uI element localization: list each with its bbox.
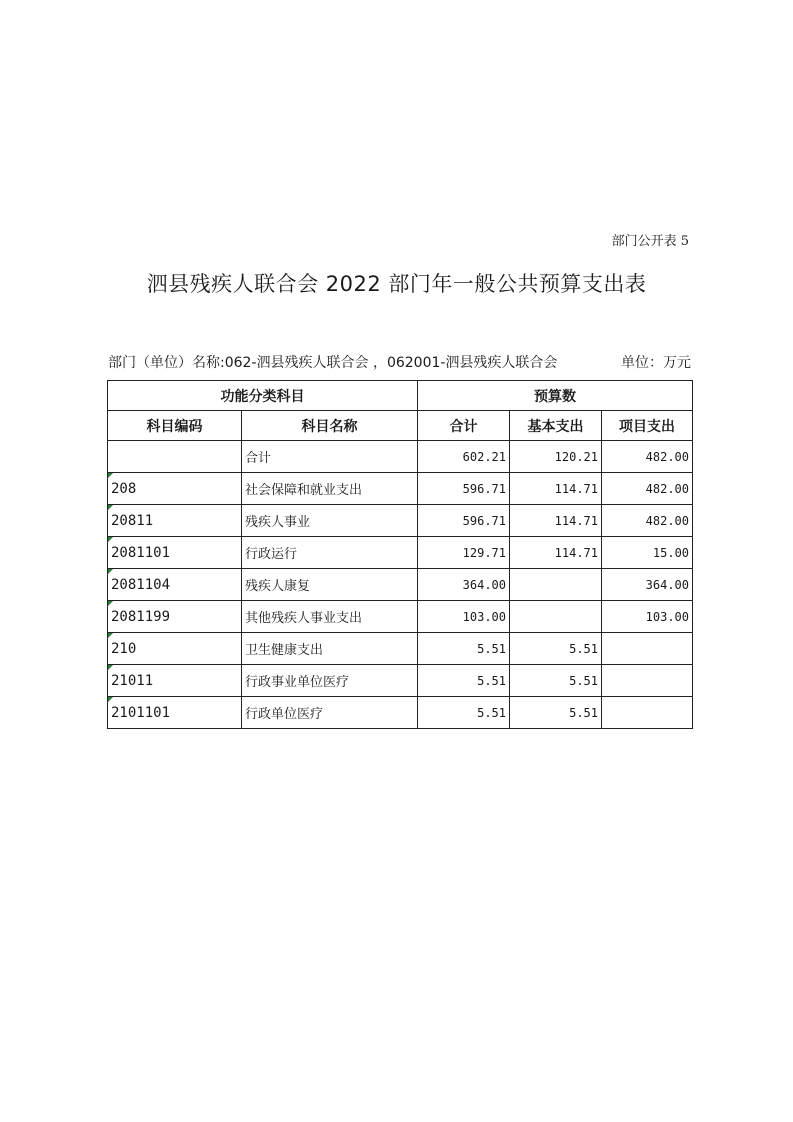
budget-table: [107, 380, 693, 729]
cell-total: 5.51: [418, 633, 510, 665]
cell-code: [108, 569, 242, 601]
cell-code: [108, 665, 242, 697]
cell-name: 行政运行: [242, 537, 418, 569]
column-header-basic: 基本支出: [510, 411, 602, 441]
code-text: 20811: [111, 512, 154, 529]
cell-basic: 5.51: [510, 633, 602, 665]
page-title: 泗县残疾人联合会 2022 部门年一般公共预算支出表: [146, 272, 647, 296]
cell-marker: [108, 473, 113, 478]
cell-name: 残疾人康复: [242, 569, 418, 601]
cell-basic: [510, 601, 602, 633]
cell-project: [602, 697, 693, 729]
cell-marker: [108, 601, 113, 606]
cell-name: 残疾人事业: [242, 505, 418, 537]
cell-project: 482.00: [602, 473, 693, 505]
cell-project: 15.00: [602, 537, 693, 569]
cell-project: 482.00: [602, 505, 693, 537]
cell-project: [602, 633, 693, 665]
table-row: [108, 697, 693, 729]
cell-marker: [108, 633, 113, 638]
code-text: 21011: [111, 672, 154, 689]
cell-project: [602, 665, 693, 697]
cell-project: 364.00: [602, 569, 693, 601]
table-row: [108, 441, 693, 473]
table-row: [108, 505, 693, 537]
cell-name: 其他残疾人事业支出: [242, 601, 418, 633]
cell-name: 行政事业单位医疗: [242, 665, 418, 697]
column-header-code: 科目编码: [108, 411, 242, 441]
cell-code: [108, 697, 242, 729]
cell-total: 5.51: [418, 665, 510, 697]
cell-marker: [108, 505, 113, 510]
cell-name: 卫生健康支出: [242, 633, 418, 665]
table-row: [108, 601, 693, 633]
cell-basic: 114.71: [510, 505, 602, 537]
cell-basic: [510, 569, 602, 601]
cell-code: [108, 441, 242, 473]
cell-code: [108, 473, 242, 505]
table-row: [108, 633, 693, 665]
cell-marker: [108, 569, 113, 574]
cell-total: 602.21: [418, 441, 510, 473]
code-text: 210: [111, 640, 137, 657]
cell-total: 103.00: [418, 601, 510, 633]
cell-total: 129.71: [418, 537, 510, 569]
cell-marker: [108, 697, 113, 702]
cell-name: 社会保障和就业支出: [242, 473, 418, 505]
table-row: [108, 665, 693, 697]
department-line: [108, 352, 691, 372]
group-header-budget: 预算数: [418, 381, 693, 411]
cell-marker: [108, 537, 113, 542]
cell-total: 5.51: [418, 697, 510, 729]
cell-total: 596.71: [418, 473, 510, 505]
table-row: [108, 473, 693, 505]
table-row: [108, 537, 693, 569]
group-header-functional: 功能分类科目: [108, 381, 418, 411]
table-row: [108, 569, 693, 601]
cell-project: 482.00: [602, 441, 693, 473]
department-name: 部门（单位）名称:062-泗县残疾人联合会 ，062001-泗县残疾人联合会: [108, 355, 558, 371]
cell-name: 合计: [242, 441, 418, 473]
code-text: 2081199: [111, 608, 171, 625]
code-text: 208: [111, 480, 137, 497]
column-header-project: 项目支出: [602, 411, 693, 441]
cell-code: [108, 537, 242, 569]
column-header-name: 科目名称: [242, 411, 418, 441]
code-text: 2081104: [111, 576, 171, 593]
cell-basic: 114.71: [510, 473, 602, 505]
cell-project: 103.00: [602, 601, 693, 633]
cell-basic: 5.51: [510, 665, 602, 697]
cell-total: 596.71: [418, 505, 510, 537]
cell-marker: [108, 665, 113, 670]
cell-code: [108, 601, 242, 633]
cell-total: 364.00: [418, 569, 510, 601]
code-text: 2081101: [111, 544, 171, 561]
cell-code: [108, 505, 242, 537]
group-header-row: [108, 381, 693, 411]
code-text: 2101101: [111, 704, 171, 721]
unit-label: 单位：万元: [621, 355, 691, 371]
table-number: 部门公开表 5: [611, 234, 689, 249]
column-header-total: 合计: [418, 411, 510, 441]
cell-name: 行政单位医疗: [242, 697, 418, 729]
column-header-row: [108, 411, 693, 441]
cell-basic: 114.71: [510, 537, 602, 569]
cell-basic: 120.21: [510, 441, 602, 473]
cell-basic: 5.51: [510, 697, 602, 729]
cell-code: [108, 633, 242, 665]
